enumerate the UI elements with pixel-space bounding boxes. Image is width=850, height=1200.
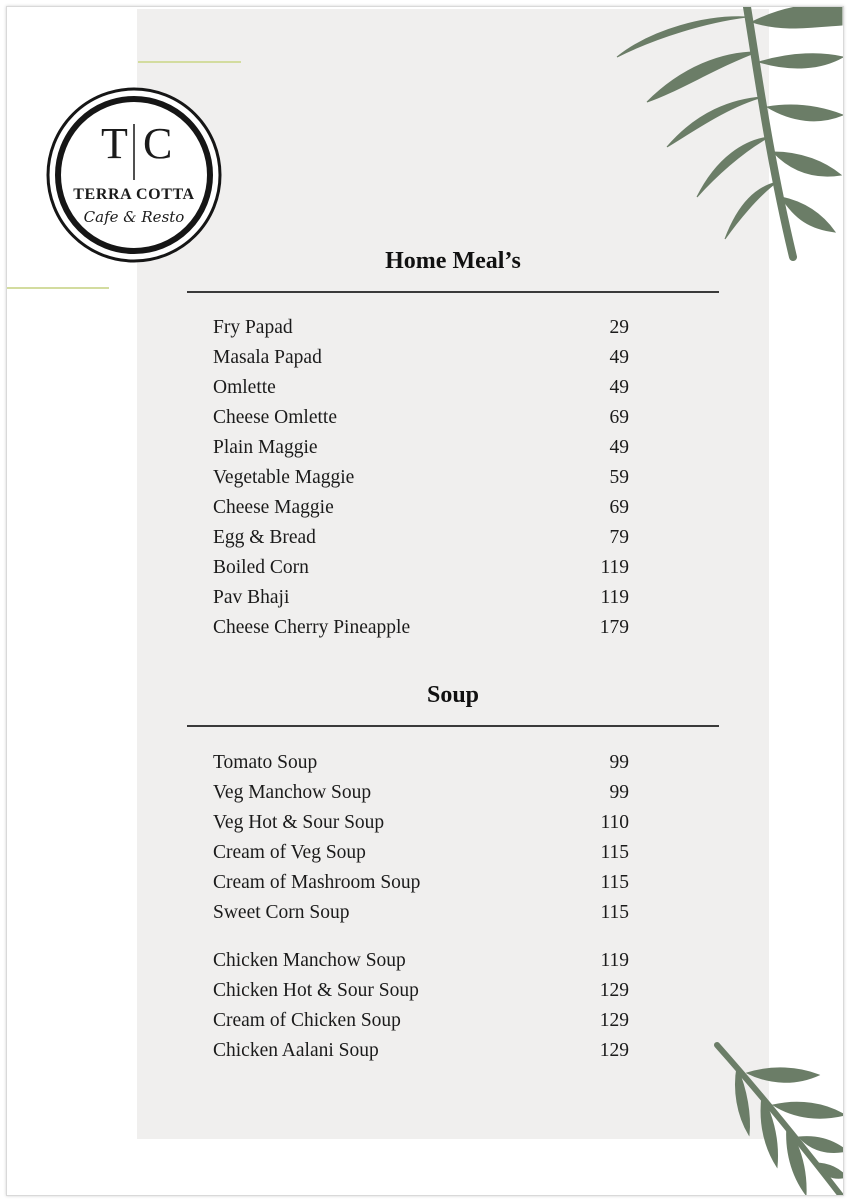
item-price: 115 xyxy=(600,872,629,893)
menu-item xyxy=(213,1006,629,1036)
item-price: 99 xyxy=(609,782,629,803)
item-price: 69 xyxy=(609,497,629,518)
menu-item xyxy=(213,838,629,868)
item-name: Vegetable Maggie xyxy=(213,467,355,488)
item-price: 119 xyxy=(600,557,629,578)
soup-list xyxy=(213,748,629,1066)
menu-item xyxy=(213,748,629,778)
item-price: 119 xyxy=(600,950,629,971)
item-name: Sweet Corn Soup xyxy=(213,902,350,923)
item-name: Cream of Mashroom Soup xyxy=(213,872,421,893)
logo-mark-right: C xyxy=(143,119,173,168)
accent-line xyxy=(138,61,241,63)
home-meals-list xyxy=(213,313,629,643)
item-price: 49 xyxy=(609,347,629,368)
section-title-home-meals: Home Meal’s xyxy=(385,248,521,274)
item-name: Boiled Corn xyxy=(213,557,309,578)
item-price: 129 xyxy=(599,1040,629,1061)
menu-item xyxy=(213,433,629,463)
menu-item xyxy=(213,313,629,343)
item-name: Cheese Cherry Pineapple xyxy=(213,617,411,638)
menu-item xyxy=(213,1036,629,1066)
item-price: 110 xyxy=(600,812,629,833)
item-price: 49 xyxy=(609,437,629,458)
item-name: Veg Hot & Sour Soup xyxy=(213,812,385,833)
item-name: Cheese Omlette xyxy=(213,407,337,428)
item-price: 49 xyxy=(609,377,629,398)
item-name: Tomato Soup xyxy=(213,752,318,773)
menu-item xyxy=(213,868,629,898)
item-price: 69 xyxy=(609,407,629,428)
menu-item xyxy=(213,808,629,838)
item-name: Cream of Veg Soup xyxy=(213,842,366,863)
item-name: Chicken Hot & Sour Soup xyxy=(213,980,419,1001)
brand-name: TERRA COTTA xyxy=(73,186,195,203)
item-name: Veg Manchow Soup xyxy=(213,782,372,803)
menu-item xyxy=(213,373,629,403)
item-price: 179 xyxy=(599,617,629,638)
menu-item xyxy=(213,523,629,553)
item-name: Plain Maggie xyxy=(213,437,318,458)
menu-item xyxy=(213,493,629,523)
section-divider xyxy=(187,725,719,727)
menu-item xyxy=(213,583,629,613)
menu-item xyxy=(213,613,629,643)
fern-leaf-top-icon xyxy=(597,7,843,267)
accent-line xyxy=(7,287,109,289)
fern-leaf-bottom-icon xyxy=(707,1035,844,1196)
item-name: Fry Papad xyxy=(213,317,293,338)
item-name: Masala Papad xyxy=(213,347,322,368)
menu-item xyxy=(213,898,629,928)
item-name: Chicken Aalani Soup xyxy=(213,1040,379,1061)
item-price: 129 xyxy=(599,1010,629,1031)
menu-item xyxy=(213,343,629,373)
item-name: Omlette xyxy=(213,377,276,398)
menu-item xyxy=(213,403,629,433)
menu-item xyxy=(213,553,629,583)
item-price: 29 xyxy=(609,317,629,338)
menu-item xyxy=(213,778,629,808)
item-price: 119 xyxy=(600,587,629,608)
item-price: 59 xyxy=(609,467,629,488)
item-name: Cheese Maggie xyxy=(213,497,334,518)
menu-item xyxy=(213,946,629,976)
logo-mark-left: T xyxy=(101,119,128,168)
terra-cotta-logo xyxy=(45,86,223,264)
item-price: 115 xyxy=(600,902,629,923)
item-name: Chicken Manchow Soup xyxy=(213,950,406,971)
item-price: 129 xyxy=(599,980,629,1001)
item-price: 99 xyxy=(609,752,629,773)
menu-item xyxy=(213,463,629,493)
item-name: Egg & Bread xyxy=(213,527,316,548)
section-divider xyxy=(187,291,719,293)
item-name: Cream of Chicken Soup xyxy=(213,1010,401,1031)
menu-page xyxy=(6,6,844,1196)
brand-tagline: Cafe & Resto xyxy=(83,208,185,226)
logo-ring-icon xyxy=(45,86,223,264)
item-price: 115 xyxy=(600,842,629,863)
menu-item xyxy=(213,976,629,1006)
item-name: Pav Bhaji xyxy=(213,587,290,608)
item-price: 79 xyxy=(609,527,629,548)
group-spacer xyxy=(213,928,629,946)
section-title-soup: Soup xyxy=(426,682,480,708)
